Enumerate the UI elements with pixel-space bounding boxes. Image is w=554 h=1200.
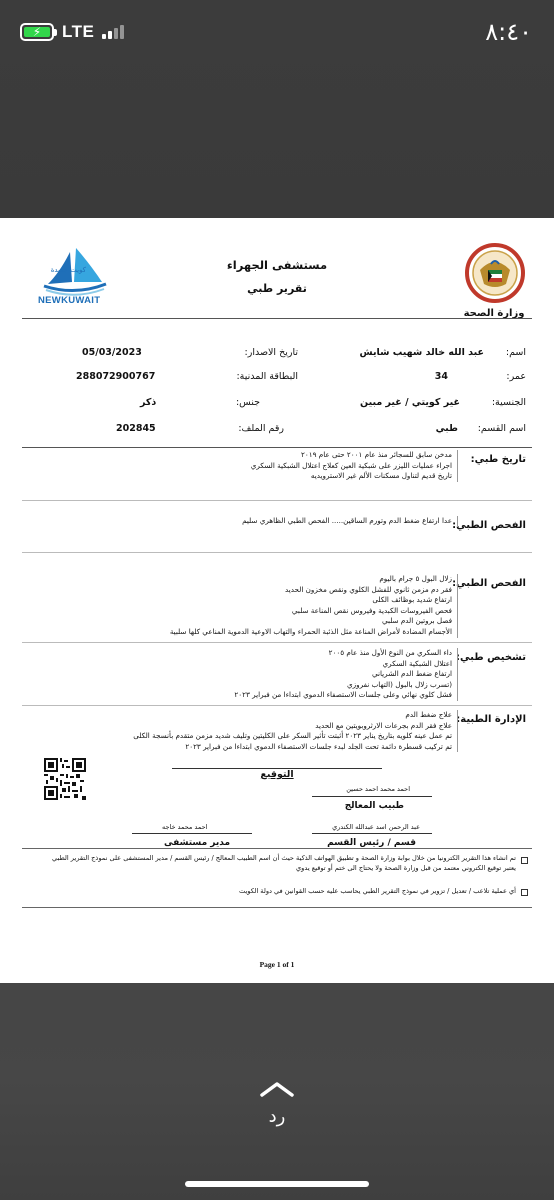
status-time: ٨:٤٠ [485,18,532,46]
history-line: تاريخ قديم لتناول مسكنات الألم غير الاسترويديه [310,471,452,481]
note-tampering: أي عملية تلاعب / تعديل / تزوير في نموذج التقرير الطبي يحاسب عليه حسب القوانين في دولة الكويت [239,887,516,895]
signature-title: التوقيع [260,769,294,780]
issue-date-value: 05/03/2023 [82,347,142,358]
doctor-role: طبيب المعالج [344,801,404,811]
exam2-heading: الفحص الطبي: [452,578,526,589]
divider [312,796,432,797]
exam2-line: ارتفاع شديد بوظائف الكلى [372,595,452,605]
history-line: اجراء عمليات الليزر على شبكية العين كعلاج اعتلال الشبكية السكري [250,460,452,470]
diagnosis-line: داء السكري من النوع الأول منذ عام ٢٠٠٥ [328,648,452,657]
head-name: عبد الرحمن اسد عبدالله الكندري [332,823,420,831]
management-line: تم تركيب قسطرة دائمة تحت الجلد لبدء جلسات الاستصفاء الدموي ابتداءا من فبراير ٢٠٢٣ [185,741,452,751]
exam2-line: الأجسام المضادة لأمراض المناعة مثل الذئبة الحمراء والتهاب الاوعية الدموية المناعي كلها سلبية [169,626,452,636]
age-value: 34 [434,371,448,382]
checkbox-icon [521,889,528,896]
checkbox-icon [521,857,528,864]
divider [132,833,252,834]
diagnosis-body [88,648,458,701]
diagnosis-line: اعتلال الشبكية السكري [382,658,452,668]
new-kuwait-label: NEWKUWAIT [38,295,101,306]
diagnosis-line: ارتفاع ضغط الدم الشرياني [372,669,452,679]
divider [22,705,532,706]
file-no-value: 202845 [116,423,156,434]
exam2-line: زلال البول ٥ جرام باليوم [379,574,452,583]
exam2-line: فحص الفيروسات الكبدية وفيروس نقص المناعة سلبي [291,605,452,615]
notes-box [22,848,532,908]
file-no-label: رقم الملف: [238,423,284,434]
ministry-name: وزارة الصحة [463,308,525,319]
history-line: مدخن سابق للسجائر منذ عام ٢٠٠١ حتى عام ٢٠١٩ [301,450,452,459]
department-label: اسم القسم: [477,423,526,434]
director-role: مدير مستشفى [164,838,231,848]
gender-value: ذكر [140,397,157,408]
management-body [88,710,458,752]
management-line: علاج ضغط الدم [405,710,452,719]
name-label: اسم: [505,347,526,358]
battery-icon: ⚡ [20,23,54,41]
diagnosis-line: (تسرب زلال بالبول (التهاب نفروزي [347,679,452,689]
exam1-body [88,516,458,527]
reply-button[interactable]: رد [268,1106,286,1127]
status-indicators [20,22,124,42]
patient-info-box [22,318,532,448]
history-heading: تاريخ طبي: [470,454,526,465]
history-body [88,450,458,482]
age-label: عمر: [506,371,526,382]
department-value: طبي [435,423,458,434]
exam2-body [88,574,458,638]
hospital-name: مستشفى الجهراء [226,258,328,272]
divider [172,768,382,769]
network-type: LTE [62,22,95,41]
divider [22,642,532,643]
exam1-line: عدا ارتفاع ضغط الدم وتورم الساقين..... الفحص الطبي الظاهري سليم [242,516,452,525]
management-line: علاج فقر الدم بجرعات الارثروبويتين مع الحديد [315,720,452,730]
status-bar [0,0,554,70]
new-kuwait-arabic-text: كويت جديدة [50,266,86,274]
name-value: عبد الله خالد شهيب شايش [359,347,484,358]
exam1-heading: الفحص الطبي: [452,520,526,531]
civil-id-value: 288072900767 [76,371,156,382]
home-indicator[interactable] [185,1181,369,1187]
diagnosis-line: فشل كلوي نهائي وعلى جلسات الاستصفاء الدموي ابتداءا من فبراير ٢٠٢٣ [234,690,452,700]
civil-id-label: البطاقة المدنية: [236,371,298,382]
ministry-of-health-logo-icon [462,240,528,306]
divider [22,500,532,501]
director-name: احمد محمد خاجه [162,823,208,831]
page-number: Page 1 of 1 [259,960,295,969]
chevron-up-icon[interactable] [259,1080,295,1098]
nationality-value: غير كويتي / غير مبين [360,397,460,408]
head-role: قسم / رئيس القسم [327,838,416,848]
nationality-label: الجنسية: [491,397,526,408]
doctor-name: احمد محمد احمد حسين [346,785,410,793]
exam2-line: فقر دم مزمن ثانوي للفشل الكلوي ونقص مخزون الحديد [284,584,452,594]
management-heading: الإدارة الطبية: [456,714,526,725]
diagnosis-heading: تشخيص طبي: [456,652,526,663]
management-line: تم عمل عينه كلويه بتاريخ يناير ٢٠٢٣ أثبتت تأثير السكر على الكليتين وتليف شديد مزمن متقدم بأنسجة الكلى [133,731,452,741]
signal-icon [102,25,124,39]
divider [22,552,532,553]
medical-report-document[interactable] [0,218,554,983]
divider [312,833,432,834]
report-title: تقرير طبي [247,282,307,295]
issue-date-label: تاريخ الاصدار: [244,347,298,358]
note-electronic: تم انشاء هذا التقرير الكترونيا من خلال بوابة وزارة الصحة و تطبيق الهواتف الذكية حيث أن اسم الطبيب المعالج / رئيس القسم / مدير المستشفى على نموذج التقرير الطبي يعتبر توقيع الكتروني معتمد من قبل وزارة الصحة ولا يحتاج الى ختم أو توقيع يدوي [51,854,516,872]
gender-label: جنس: [235,397,260,408]
exam2-line: فصل بروتين الدم سلبي [381,616,452,626]
